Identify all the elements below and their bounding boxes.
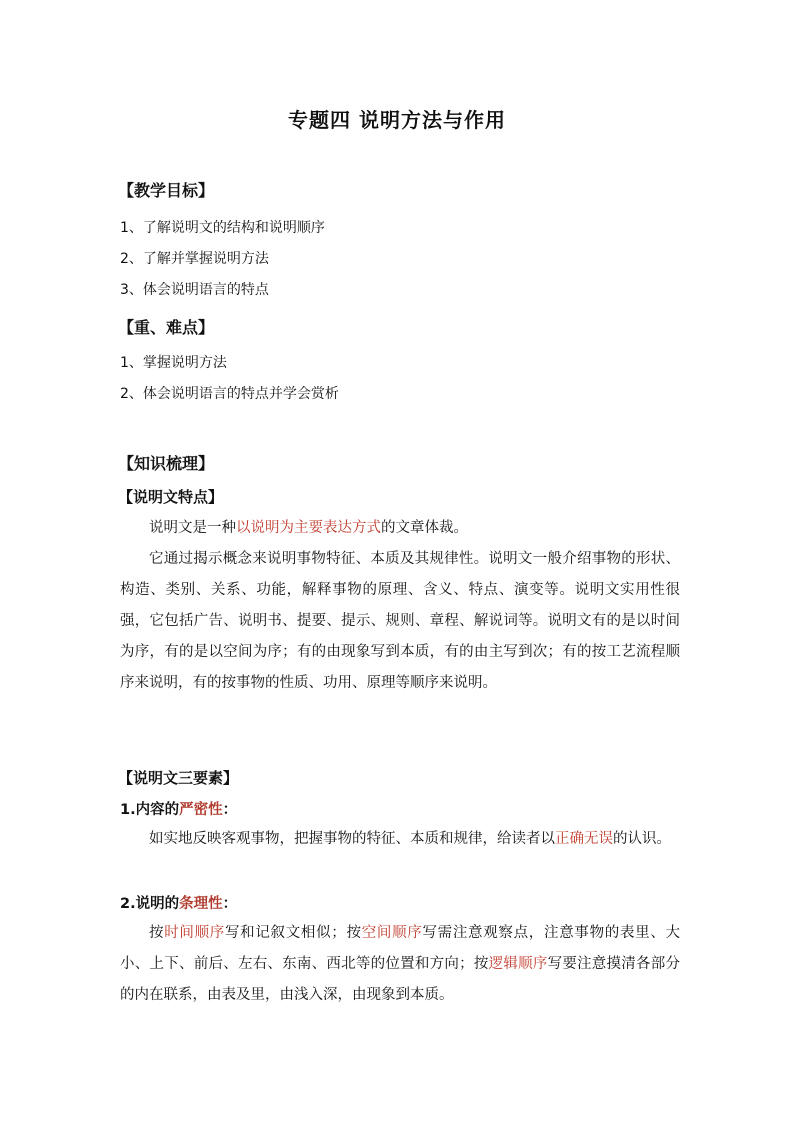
features-paragraph-2: 它通过揭示概念来说明事物特征、本质及其规律性。说明文一般介绍事物的形状、构造、类别、关系、功能，解释事物的原理、含义、特点、演变等。说明文实用性很强，它包括广告、说明书、提要、提示、规则、章程、解说词等。说明文有的是以时间为序，有的是以空间为序；有的由现象写到本质，有的由主写到次；有的按工艺流程顺序来说明，有的按事物的性质、功用、原理等顺序来说明。 [120,551,680,691]
page-title: 专题四 说明方法与作用 [288,108,506,132]
key-point-item: 1、掌握说明方法 [120,355,227,371]
emphasis-text: 时间顺序 [164,925,225,941]
emphasis-text: 空间顺序 [361,925,423,941]
text: 按 [149,925,165,941]
element-2-label [120,892,237,913]
element-1-label [120,798,237,819]
text: 写需注意观察点，注意事物的表里、大小、上下、前后、左右、东南、西北等的位置和方向；按 [120,925,681,972]
text: 写要注意摸清各部分的内在联系，由表及里，由浅入深，由现象到本质。 [120,956,681,1003]
goal-item: 1、了解说明文的结构和说明顺序 [120,220,325,236]
goal-item: 2、了解并掌握说明方法 [120,251,269,267]
text: ： [222,896,238,912]
text: 如实地反映客观事物，把握事物的特征、本质和规律，给读者以 [149,831,555,847]
element-1-paragraph [120,824,680,855]
element-2-paragraph [120,918,680,1011]
text: 的认识。 [613,831,671,847]
knowledge-heading: 【知识梳理】 [118,454,215,473]
text: ： [222,802,238,818]
goals-heading: 【教学目标】 [118,181,215,200]
features-paragraph-1 [120,513,680,544]
text: 2.说明的 [120,896,180,912]
emphasis-text: 正确无误 [555,831,613,847]
goal-item: 3、体会说明语言的特点 [120,282,269,298]
features-heading: 【说明文特点】 [118,488,224,506]
elements-heading: 【说明文三要素】 [118,769,239,787]
text: 的文章体裁。 [381,520,468,536]
emphasis-text: 逻辑顺序 [488,956,548,972]
text: 写和记叙文相似；按 [224,925,362,941]
emphasis-text: 条理性 [179,896,223,912]
text: 1.内容的 [120,802,180,818]
text: 说明文是一种 [149,520,236,536]
key-point-item: 2、体会说明语言的特点并学会赏析 [120,386,339,402]
key-points-heading: 【重、难点】 [118,318,215,337]
emphasis-text: 严密性 [179,802,223,818]
emphasis-text: 以说明为主要表达方式 [236,520,381,536]
